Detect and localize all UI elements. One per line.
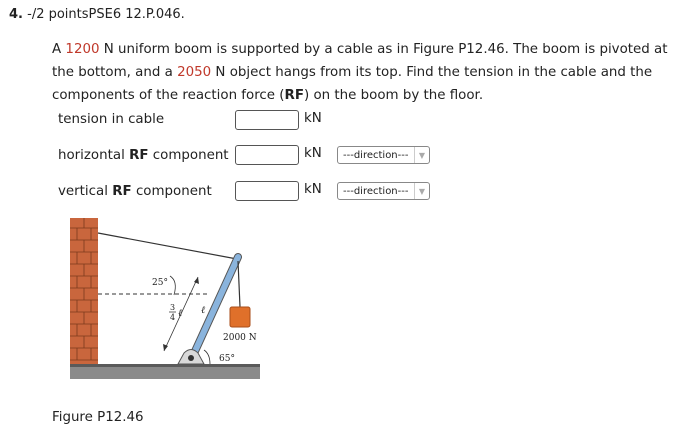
rf-symbol: RF: [284, 88, 304, 103]
question-number: 4.: [9, 7, 23, 22]
fraction-denominator: 4: [170, 313, 176, 322]
boom-weight-value: 1200: [65, 42, 100, 57]
problem-text-part: N uniform boom is supported by a cable as in Figure P12.46. The boom is pivoted at the bottom, and a: [52, 42, 668, 80]
boom-length-symbol: ℓ: [201, 305, 206, 316]
pivot-pin: [188, 355, 194, 361]
horizontal-label-text: horizontal: [58, 147, 125, 163]
vertical-label-text: vertical: [58, 183, 108, 199]
vertical-label-rf: RF: [112, 183, 132, 199]
horizontal-label-suffix: component: [152, 147, 229, 163]
vertical-label-suffix: component: [135, 183, 212, 199]
ground: [70, 366, 260, 379]
top-angle-arc: [170, 276, 175, 295]
bottom-angle-label: 65°: [219, 354, 235, 364]
question-points: -/2 points: [27, 7, 89, 22]
load-label: 2000 N: [223, 333, 257, 343]
horizontal-rf-unit: kN: [304, 146, 322, 161]
question-code: PSE6 12.P.046.: [88, 7, 185, 22]
top-angle-label: 25°: [152, 278, 168, 288]
vertical-rf-unit: kN: [304, 182, 322, 197]
tension-label: tension in cable: [58, 111, 165, 127]
bottom-angle-arc: [204, 350, 210, 364]
chevron-down-icon: ▼: [414, 147, 429, 163]
tension-input[interactable]: [235, 110, 299, 130]
problem-text-part: N object hangs from its top. Find the tension in the cable and the components of the reaction force (: [52, 65, 653, 103]
load-block: [230, 307, 250, 327]
vertical-direction-value: ---direction---: [343, 185, 409, 197]
vertical-rf-input[interactable]: [235, 181, 299, 201]
chevron-down-icon: ▼: [414, 183, 429, 199]
boom-figure: [60, 213, 270, 393]
length-symbol: ℓ: [178, 308, 183, 319]
problem-text-part: A: [52, 42, 66, 57]
problem-text-part: ) on the boom by the floor.: [303, 88, 484, 103]
horizontal-direction-select[interactable]: [337, 146, 430, 164]
dimension-arrow-end: [194, 277, 199, 284]
load-rope: [238, 261, 240, 307]
horizontal-rf-input[interactable]: [235, 145, 299, 165]
tension-unit: kN: [304, 111, 322, 126]
cable: [98, 233, 237, 259]
horizontal-label-rf: RF: [129, 147, 149, 163]
vertical-rf-label: [58, 180, 212, 202]
ground-surface: [70, 364, 260, 367]
horizontal-rf-label: [58, 144, 229, 166]
object-weight-value: 2050: [177, 65, 212, 80]
problem-text: [52, 38, 682, 107]
vertical-direction-select[interactable]: [337, 182, 430, 200]
fraction-numerator: 3: [170, 303, 176, 312]
figure-caption: Figure P12.46: [52, 410, 144, 425]
dimension-arrow-start: [163, 344, 168, 351]
horizontal-direction-value: ---direction---: [343, 149, 409, 161]
question-header: [9, 7, 185, 22]
